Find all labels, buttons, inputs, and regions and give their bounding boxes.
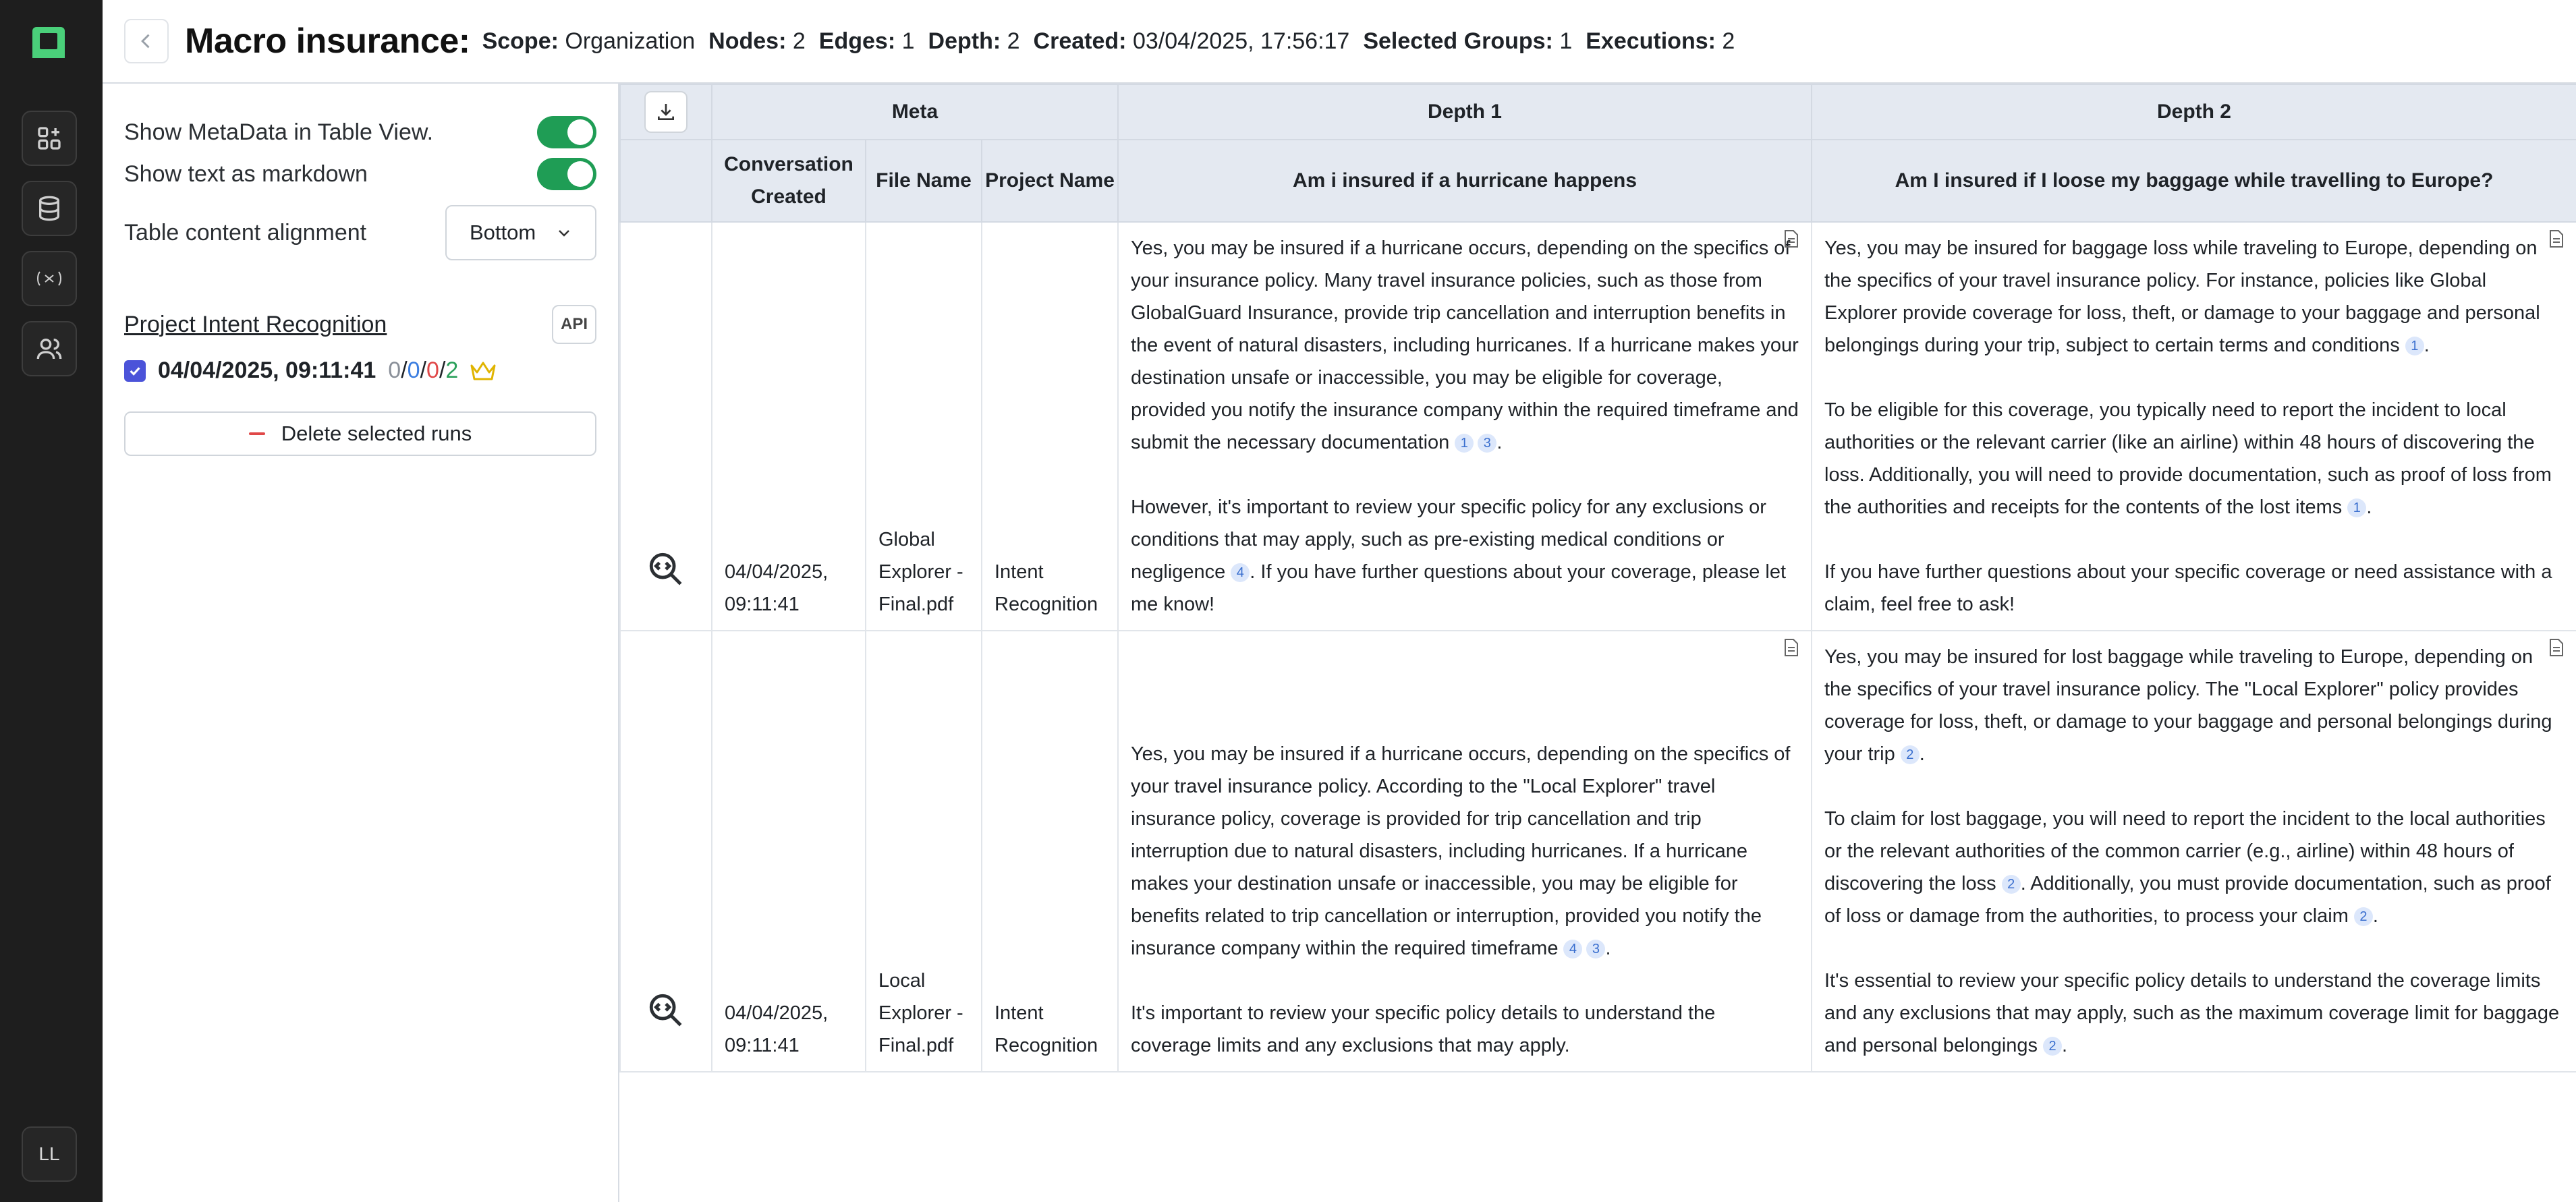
- citation-badge[interactable]: 3: [1586, 940, 1605, 958]
- markdown-option: [124, 158, 596, 190]
- settings-panel: [103, 84, 619, 1202]
- metadata-option: [124, 116, 596, 148]
- zoom-inspect-icon[interactable]: [646, 991, 685, 1030]
- answer-cell: Yes, you may be insured if a hurricane occurs, depending on the specifics of your travel insurance policy. According to the "Local Explorer" travel insurance policy, coverage is provided for trip cancellation and trip interruption due to natural disasters, including hurricanes. If a hurricane makes your destination unsafe or inaccessible, you may be eligible for benefits related to trip cancellation or interruption, provided you notify the insurance company within the required timeframe 4 3 . It's important to review your specific policy details to understand the coverage limits and any exclusions that may apply.: [1118, 631, 1812, 1072]
- variable-icon[interactable]: [22, 251, 77, 306]
- table-row: [620, 631, 2576, 1072]
- citation-badge[interactable]: 2: [2002, 875, 2021, 894]
- alignment-select[interactable]: [445, 205, 596, 260]
- delete-label: Delete selected runs: [281, 422, 472, 445]
- document-icon[interactable]: [2549, 638, 2564, 657]
- citation-badge[interactable]: 2: [2043, 1037, 2062, 1056]
- chevron-left-icon: [137, 32, 156, 51]
- users-icon[interactable]: [22, 321, 77, 376]
- crown-icon: [469, 360, 497, 382]
- metadata-option-label: Show MetaData in Table View.: [124, 119, 434, 145]
- created-meta: Created: 03/04/2025, 17:56:17: [1033, 28, 1350, 54]
- apps-add-icon[interactable]: [22, 111, 77, 166]
- column-header-row: [620, 140, 2576, 222]
- document-icon[interactable]: [1784, 229, 1799, 248]
- file-cell: Global Explorer - Final.pdf: [866, 222, 982, 631]
- results-table-area: [619, 84, 2576, 1202]
- markdown-option-label: Show text as markdown: [124, 161, 368, 187]
- zoom-inspect-icon[interactable]: [646, 550, 685, 589]
- run-item: [124, 357, 497, 384]
- alignment-option: [124, 205, 596, 260]
- run-counts: 0/0/0/2: [388, 357, 459, 383]
- meta-group-header: Meta: [712, 84, 1118, 140]
- depth2-group-header: Depth 2: [1812, 84, 2576, 140]
- run-date: 04/04/2025, 09:11:41: [158, 357, 376, 383]
- citation-badge[interactable]: 1: [1455, 434, 1474, 453]
- project-link[interactable]: Project Intent Recognition: [124, 311, 387, 337]
- delete-selected-runs-button[interactable]: [124, 411, 596, 456]
- citation-badge[interactable]: 4: [1563, 940, 1582, 958]
- header-meta: [482, 28, 1735, 55]
- groups-meta: Selected Groups: 1: [1363, 28, 1573, 54]
- col-question-2[interactable]: Am I insured if I loose my baggage while travelling to Europe?: [1812, 140, 2576, 222]
- page-title: Macro insurance:: [185, 22, 470, 61]
- col-conversation-created[interactable]: Conversation Created: [712, 140, 866, 222]
- empty-header: [620, 140, 712, 222]
- project-cell: Intent Recognition: [982, 222, 1118, 631]
- page-header: [103, 0, 2576, 84]
- run-checkbox[interactable]: [124, 360, 146, 382]
- executions-meta: Executions: 2: [1586, 28, 1735, 54]
- citation-badge[interactable]: 4: [1231, 563, 1250, 582]
- table-row: [620, 222, 2576, 631]
- citation-badge[interactable]: 3: [1478, 434, 1496, 453]
- left-rail: [0, 0, 103, 1202]
- back-button[interactable]: [124, 19, 169, 63]
- answer-cell: Yes, you may be insured for lost baggage while traveling to Europe, depending on the specifics of your travel insurance policy. The "Local Explorer" policy provides coverage for loss, theft, or damage to your baggage and personal belongings during your trip 2 . To claim for lost baggage, you will need to report the incident to the local authorities or the relevant authorities of the common carrier (e.g., airline) within 48 hours of discovering the loss 2 . Additionally, you must provide documentation, such as proof of loss or damage from the authorities, to process your claim 2 . It's essential to review your specific policy details to understand the coverage limits and any exclusions that may apply, such as the maximum coverage limit for baggage and personal belongings 2 .: [1812, 631, 2576, 1072]
- nodes-meta: Nodes: 2: [708, 28, 806, 54]
- file-cell: Local Explorer - Final.pdf: [866, 631, 982, 1072]
- col-file-name[interactable]: File Name: [866, 140, 982, 222]
- download-button[interactable]: [644, 91, 688, 133]
- zoom-cell: [620, 631, 712, 1072]
- alignment-value: Bottom: [470, 221, 536, 244]
- app-logo[interactable]: [32, 27, 65, 58]
- download-cell: [620, 84, 712, 140]
- col-project-name[interactable]: Project Name: [982, 140, 1118, 222]
- check-icon: [128, 364, 142, 378]
- group-header-row: [620, 84, 2576, 140]
- citation-badge[interactable]: 2: [1901, 745, 1920, 764]
- zoom-cell: [620, 222, 712, 631]
- answer-cell: Yes, you may be insured if a hurricane occurs, depending on the specifics of your insurance policy. Many travel insurance policies, such as those from GlobalGuard Insurance, provide trip cancellation and interruption benefits in the event of natural disasters, including hurricanes. If a hurricane makes your destination unsafe or inaccessible, you may be eligible for coverage, provided you notify the insurance company within the required timeframe and submit the necessary documentation 1 3 . However, it's important to review your specific policy for any exclusions or conditions that may apply, such as pre-existing medical conditions or negligence 4 . If you have further questions about your coverage, please let me know!: [1118, 222, 1812, 631]
- markdown-toggle[interactable]: [537, 158, 596, 190]
- project-row: [124, 305, 596, 344]
- download-icon: [655, 101, 677, 123]
- user-avatar[interactable]: LL: [22, 1126, 77, 1182]
- alignment-label: Table content alignment: [124, 219, 367, 246]
- col-question-1[interactable]: Am i insured if a hurricane happens: [1118, 140, 1812, 222]
- document-icon[interactable]: [2549, 229, 2564, 248]
- results-table: [619, 84, 2576, 1072]
- project-cell: Intent Recognition: [982, 631, 1118, 1072]
- document-icon[interactable]: [1784, 638, 1799, 657]
- depth1-group-header: Depth 1: [1118, 84, 1812, 140]
- depth-meta: Depth: 2: [928, 28, 1020, 54]
- minus-icon: [249, 432, 265, 435]
- edges-meta: Edges: 1: [818, 28, 915, 54]
- metadata-toggle[interactable]: [537, 116, 596, 148]
- citation-badge[interactable]: 2: [2354, 907, 2373, 926]
- citation-badge[interactable]: 1: [2347, 498, 2366, 517]
- created-cell: 04/04/2025, 09:11:41: [712, 222, 866, 631]
- created-cell: 04/04/2025, 09:11:41: [712, 631, 866, 1072]
- database-icon[interactable]: [22, 181, 77, 236]
- chevron-down-icon: [556, 225, 572, 241]
- api-button[interactable]: API: [552, 305, 596, 344]
- answer-cell: Yes, you may be insured for baggage loss while traveling to Europe, depending on the specifics of your travel insurance policy. For instance, policies like Global Explorer provide coverage for loss, theft, or damage to your baggage and personal belongings during your trip, subject to certain terms and conditions 1 . To be eligible for this coverage, you typically need to report the incident to local authorities or the relevant carrier (like an airline) within 48 hours of discovering the loss. Additionally, you will need to provide documentation, such as proof of loss from the authorities and receipts for the contents of the lost items 1 . If you have further questions about your specific coverage or need assistance with a claim, feel free to ask!: [1812, 222, 2576, 631]
- scope-meta: Scope: Organization: [482, 28, 696, 54]
- citation-badge[interactable]: 1: [2405, 337, 2424, 355]
